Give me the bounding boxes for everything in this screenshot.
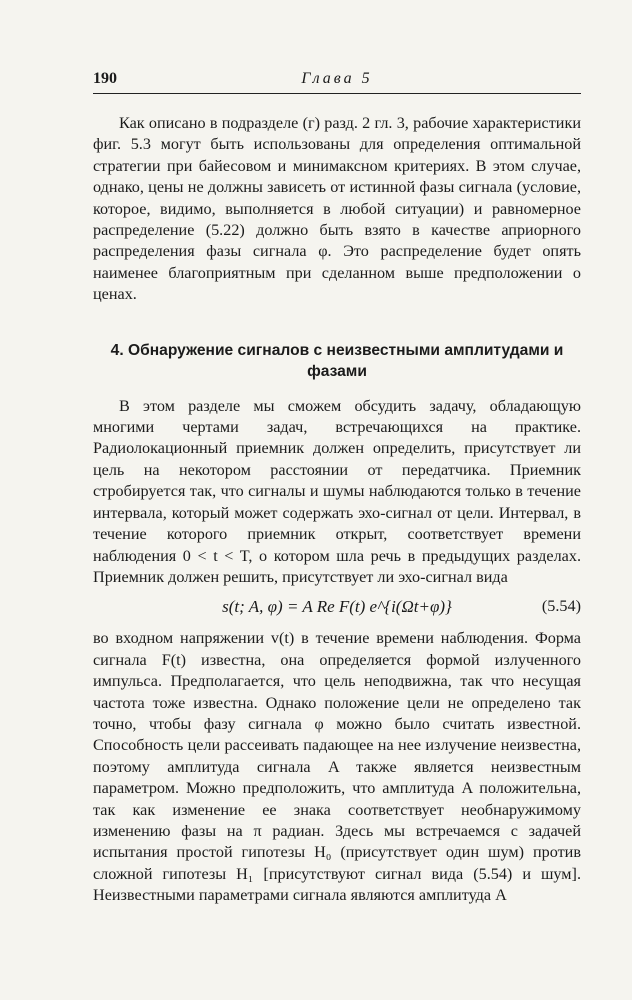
equation-5-54	[93, 594, 581, 624]
equation-number: (5.54)	[541, 597, 581, 616]
running-head: Глава 5	[301, 70, 373, 87]
page-body	[93, 113, 581, 907]
section-title: 4. Обнаружение сигналов с неизвестными амплитудами и фазами	[110, 341, 564, 380]
header-rule	[93, 93, 581, 94]
equation-text: s(t; A, φ) = A Re F(t) e^{i(Ωt+φ)}	[222, 597, 452, 617]
paragraph-2: В этом разделе мы сможем обсудить задачу, обладающую многими чертами задач, встречающихся на практике. Радиолокационный приемник должен определить, присутствует ли цель на некотором расстоянии от передатчика. Приемник стробируется так, что сигналы и шумы наблюдаются только в течение интервала, который может содержать эхо-сигнал от цели. Интервал, в течение которого приемник открыт, соответствует времени наблюдения 0 < t < T, о котором шла речь в предыдущих разделах. Приемник должен решить, присутствует ли эхо-сигнал вида	[93, 396, 581, 586]
paragraph-3: во входном напряжении v(t) в течение времени наблюдения. Форма сигнала F(t) известна, она определяется формой излученного импульса. Предполагается, что цель неподвижна, так что несущая частота тоже известна. Однако положение цели не определено так точно, чтобы фазу сигнала φ можно было считать известной. Способность цели рассеивать падающее на нее излучение неизвестна, поэтому амплитуда сигнала A также является неизвестным параметром. Можно предположить, что амплитуда A положительна, так как изменение ее знака соответствует необнаружимому изменению фазы на π радиан. Здесь мы встречаемся с задачей испытания простой гипотезы H₀ (присутствует один шум) против сложной гипотезы H₁ [присутствуют сигнал вида (5.54) и шум]. Неизвестными параметрами сигнала являются амплитуда A	[93, 629, 581, 905]
page-number: 190	[93, 70, 117, 87]
paragraph-1: Как описано в подразделе (г) разд. 2 гл. 3, рабочие характеристики фиг. 5.3 могут быть использованы для определения оптимальной стратегии при байесовом и минимаксном критериях. В этом случае, однако, цены не должны зависеть от истинной фазы сигнала (условие, которое, видимо, выполняется в любой ситуации) и равномерное распределение (5.22) должно быть взято в качестве априорного распределения фазы сигнала φ. Это распределение будет опять наименее благоприятным при сделанном выше предположении о ценах.	[93, 114, 581, 304]
page-header	[93, 70, 581, 96]
